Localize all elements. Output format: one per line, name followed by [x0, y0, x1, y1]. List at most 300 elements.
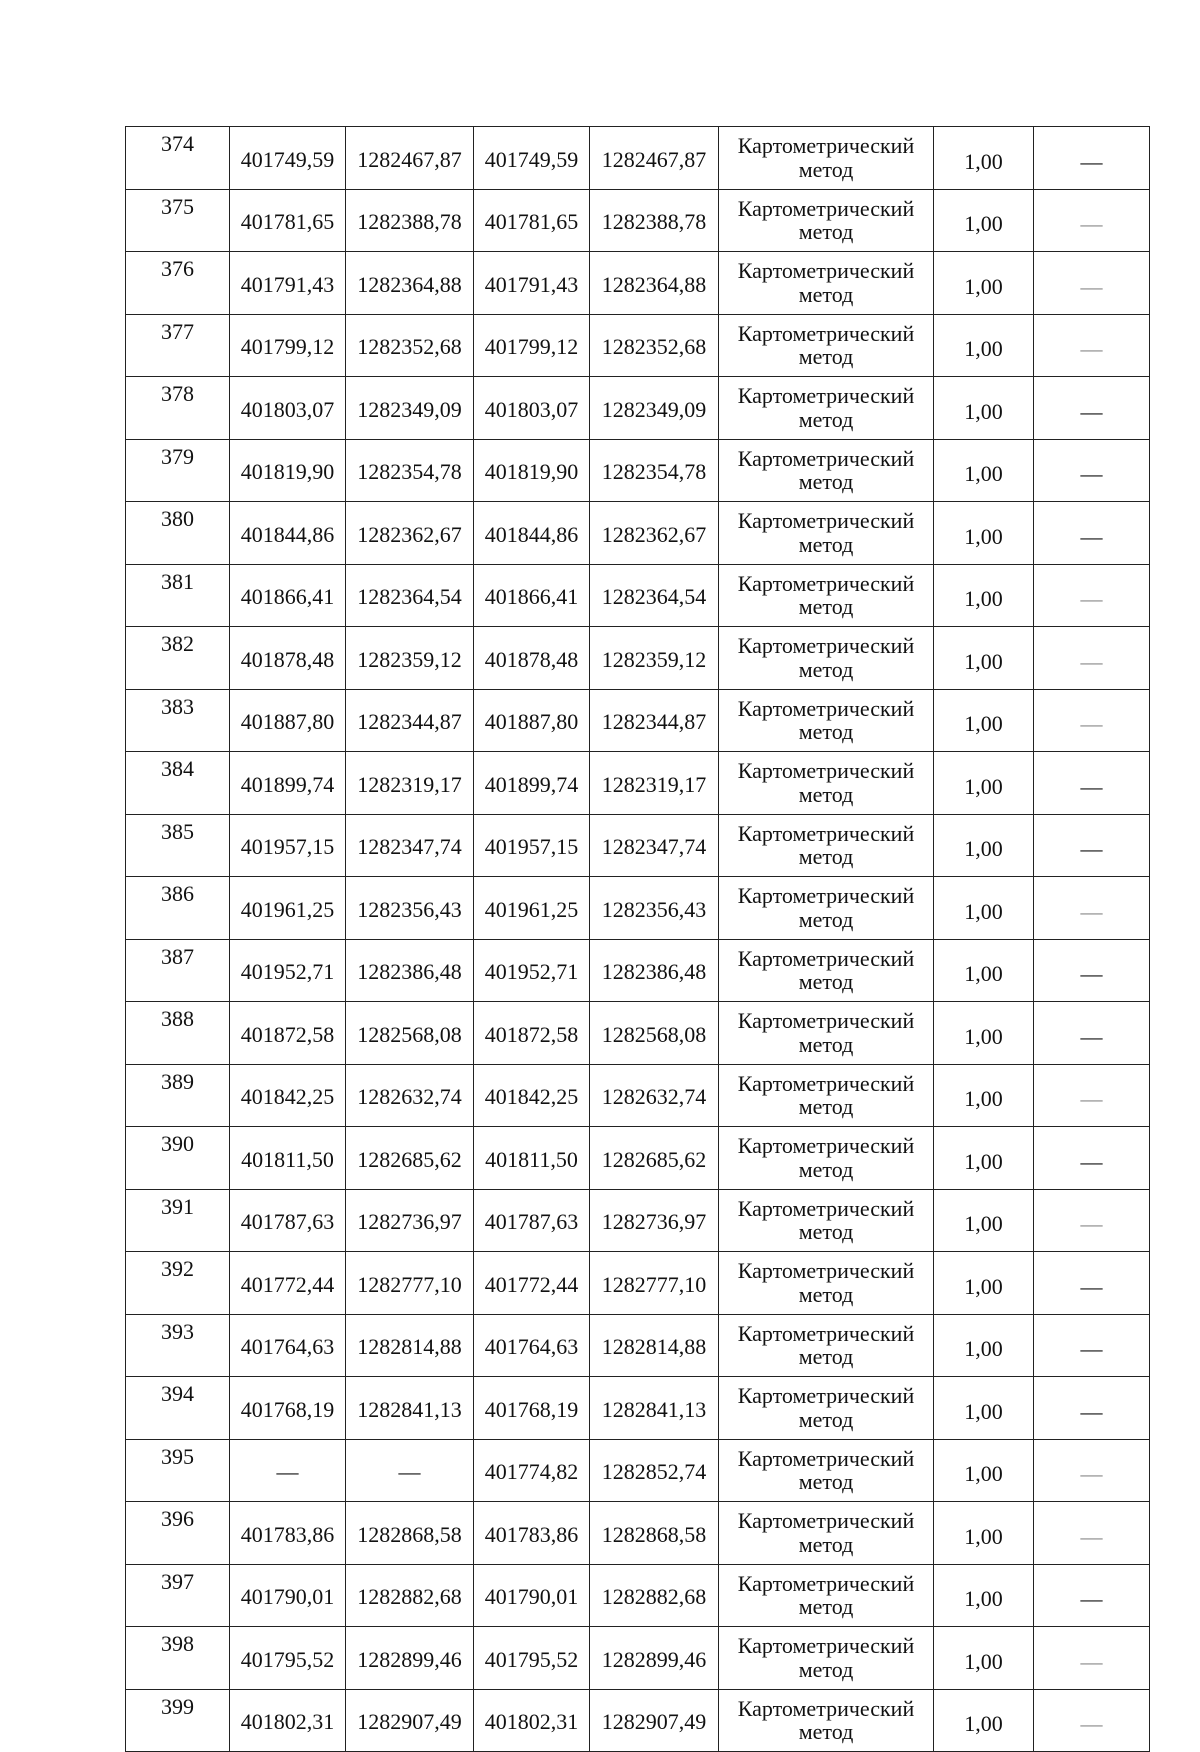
y-existing-text: 1282899,46: [357, 1646, 462, 1672]
method-cell: [719, 189, 934, 252]
y-new-cell: [590, 877, 719, 940]
x-existing-text: 401772,44: [240, 1271, 335, 1297]
method-line-1: Картометрический: [737, 1695, 915, 1721]
point-number-cell: [126, 939, 230, 1002]
method-line-1: Картометрический: [737, 320, 915, 346]
x-new-cell: [474, 1064, 590, 1127]
method-cell: [719, 252, 934, 315]
method-cell: [719, 1252, 934, 1315]
method-line-1: Картометрический: [737, 820, 915, 846]
note-cell: [1034, 1189, 1150, 1252]
x-new-cell: [474, 1314, 590, 1377]
method-line-1: Картометрический: [737, 945, 915, 971]
method-line-1: Картометрический: [737, 445, 915, 471]
x-existing-cell: [230, 564, 346, 627]
x-existing-text: 401961,25: [240, 896, 335, 922]
accuracy-text: 1,00: [964, 461, 1003, 487]
y-existing-text: 1282319,17: [357, 771, 462, 797]
method-cell: [719, 689, 934, 752]
method-line-2: метод: [798, 969, 854, 995]
method-line-1: Картометрический: [737, 883, 915, 908]
method-line-2: метод: [798, 1094, 854, 1120]
method-line-2: метод: [798, 406, 854, 432]
y-new-cell: [590, 1127, 719, 1190]
y-new-cell: [590, 127, 719, 190]
accuracy-cell: [934, 127, 1034, 190]
y-existing-text: 1282347,74: [357, 834, 462, 860]
y-new-text: 1282364,88: [601, 271, 707, 297]
x-existing-text: 401952,71: [240, 959, 335, 985]
note-cell: [1034, 1439, 1150, 1502]
note-text: —: [1080, 1211, 1103, 1237]
x-new-text: 401790,01: [484, 1584, 579, 1610]
y-new-text: 1282349,09: [601, 396, 707, 422]
accuracy-text: 1,00: [964, 523, 1003, 549]
x-existing-cell: [230, 877, 346, 940]
y-existing-text: 1282632,74: [357, 1084, 462, 1110]
point-number-text: 381: [161, 568, 194, 594]
point-number-text: 398: [161, 1631, 194, 1656]
x-existing-cell: [230, 314, 346, 377]
accuracy-cell: [934, 252, 1034, 315]
y-existing-cell: [346, 1314, 474, 1377]
x-new-cell: [474, 627, 590, 690]
accuracy-text: 1,00: [964, 1336, 1003, 1362]
x-new-cell: [474, 814, 590, 877]
y-new-cell: [590, 1502, 719, 1565]
method-cell: [719, 1627, 934, 1690]
table-row: [126, 1689, 1150, 1752]
accuracy-cell: [934, 1689, 1034, 1752]
x-new-text: 401791,43: [484, 271, 579, 297]
point-number-cell: [126, 1377, 230, 1440]
note-text: —: [1080, 836, 1103, 862]
table-row: [126, 1377, 1150, 1440]
point-number-text: 393: [161, 1318, 194, 1344]
y-existing-text: 1282736,97: [357, 1209, 462, 1235]
y-existing-text: 1282349,09: [357, 396, 462, 422]
method-cell: [719, 1064, 934, 1127]
accuracy-cell: [934, 877, 1034, 940]
y-new-text: 1282356,43: [601, 896, 707, 922]
note-cell: [1034, 1252, 1150, 1315]
accuracy-text: 1,00: [964, 1461, 1003, 1487]
y-existing-text: 1282364,54: [357, 584, 462, 610]
y-new-cell: [590, 1002, 719, 1065]
y-new-cell: [590, 252, 719, 315]
x-existing-cell: [230, 1564, 346, 1627]
y-new-text: 1282467,87: [601, 146, 707, 172]
method-line-1: Картометрический: [737, 1258, 915, 1283]
y-new-cell: [590, 564, 719, 627]
point-number-text: 396: [161, 1506, 194, 1531]
method-line-1: Картометрический: [737, 1070, 915, 1096]
table-row: [126, 1252, 1150, 1315]
y-new-text: 1282362,67: [601, 521, 707, 547]
y-existing-text: 1282568,08: [357, 1021, 462, 1047]
accuracy-cell: [934, 1314, 1034, 1377]
y-existing-text: 1282388,78: [357, 209, 462, 235]
y-new-text: 1282868,58: [601, 1521, 707, 1547]
accuracy-text: 1,00: [964, 1648, 1003, 1674]
y-new-cell: [590, 1064, 719, 1127]
accuracy-text: 1,00: [964, 398, 1003, 424]
point-number-cell: [126, 1252, 230, 1315]
method-line-1: Картометрический: [737, 1445, 915, 1471]
y-new-text: 1282347,74: [601, 834, 707, 860]
y-new-text: 1282632,74: [601, 1084, 707, 1110]
note-cell: [1034, 1377, 1150, 1440]
table-row: [126, 877, 1150, 940]
x-new-cell: [474, 689, 590, 752]
note-text: —: [1080, 1273, 1103, 1299]
x-new-cell: [474, 1502, 590, 1565]
method-cell: [719, 939, 934, 1002]
note-cell: [1034, 939, 1150, 1002]
y-existing-cell: [346, 752, 474, 815]
x-existing-cell: [230, 189, 346, 252]
method-line-2: метод: [798, 1469, 854, 1495]
x-new-cell: [474, 1564, 590, 1627]
x-existing-text: 401872,58: [240, 1021, 335, 1047]
note-text: —: [1080, 461, 1103, 487]
method-line-2: метод: [798, 344, 854, 370]
method-cell: [719, 564, 934, 627]
accuracy-cell: [934, 1627, 1034, 1690]
point-number-text: 395: [161, 1443, 194, 1469]
y-new-text: 1282344,87: [601, 709, 707, 735]
x-existing-cell: [230, 1439, 346, 1502]
point-number-text: 383: [161, 693, 194, 719]
x-existing-text: 401899,74: [240, 771, 335, 797]
x-existing-cell: [230, 1627, 346, 1690]
accuracy-cell: [934, 752, 1034, 815]
method-cell: [719, 1377, 934, 1440]
y-existing-cell: [346, 939, 474, 1002]
method-cell: [719, 877, 934, 940]
x-new-cell: [474, 939, 590, 1002]
y-existing-cell: [346, 814, 474, 877]
point-number-text: 374: [161, 131, 194, 156]
method-line-1: Картометрический: [737, 383, 915, 408]
x-existing-text: 401799,12: [240, 334, 335, 360]
x-existing-cell: [230, 252, 346, 315]
table-row: [126, 252, 1150, 315]
y-existing-cell: [346, 564, 474, 627]
note-text: —: [1080, 1461, 1103, 1487]
y-new-cell: [590, 627, 719, 690]
point-number-text: 390: [161, 1131, 194, 1156]
y-existing-cell: [346, 1002, 474, 1065]
accuracy-cell: [934, 1127, 1034, 1190]
point-number-cell: [126, 627, 230, 690]
x-new-text: 401781,65: [484, 209, 579, 235]
accuracy-cell: [934, 314, 1034, 377]
x-existing-text: 401795,52: [240, 1646, 335, 1672]
y-new-text: 1282899,46: [601, 1646, 707, 1672]
table-row: [126, 752, 1150, 815]
y-existing-text: 1282356,43: [357, 896, 462, 922]
x-new-cell: [474, 314, 590, 377]
point-number-text: 388: [161, 1006, 194, 1031]
x-existing-cell: [230, 502, 346, 565]
note-cell: [1034, 189, 1150, 252]
point-number-text: 394: [161, 1381, 194, 1406]
accuracy-text: 1,00: [964, 1398, 1003, 1424]
accuracy-cell: [934, 1502, 1034, 1565]
y-new-cell: [590, 814, 719, 877]
y-existing-text: 1282907,49: [357, 1709, 462, 1735]
note-text: —: [1080, 1336, 1103, 1362]
x-existing-cell: [230, 1314, 346, 1377]
y-new-text: 1282685,62: [601, 1146, 707, 1172]
x-existing-cell: [230, 1127, 346, 1190]
x-existing-text: 401781,65: [240, 209, 335, 235]
y-new-cell: [590, 689, 719, 752]
y-existing-cell: [346, 252, 474, 315]
accuracy-cell: [934, 627, 1034, 690]
method-line-2: метод: [798, 1406, 854, 1432]
y-existing-cell: [346, 1627, 474, 1690]
x-new-cell: [474, 1127, 590, 1190]
x-existing-text: 401842,25: [240, 1084, 335, 1110]
accuracy-text: 1,00: [964, 586, 1003, 612]
accuracy-cell: [934, 1564, 1034, 1627]
method-line-2: метод: [798, 1031, 854, 1057]
x-existing-text: 401803,07: [240, 396, 335, 422]
y-existing-cell: [346, 127, 474, 190]
y-new-text: 1282568,08: [601, 1021, 707, 1047]
accuracy-cell: [934, 377, 1034, 440]
accuracy-cell: [934, 1064, 1034, 1127]
accuracy-cell: [934, 564, 1034, 627]
x-new-cell: [474, 1627, 590, 1690]
x-new-text: 401795,52: [484, 1646, 579, 1672]
y-new-text: 1282352,68: [601, 334, 707, 360]
table-row: [126, 814, 1150, 877]
y-new-cell: [590, 1627, 719, 1690]
method-line-2: метод: [798, 906, 854, 932]
point-number-text: 389: [161, 1068, 194, 1094]
note-cell: [1034, 1064, 1150, 1127]
x-new-text: 401768,19: [484, 1396, 579, 1422]
y-existing-cell: [346, 314, 474, 377]
table-row: [126, 502, 1150, 565]
table-row: [126, 1564, 1150, 1627]
accuracy-text: 1,00: [964, 711, 1003, 737]
accuracy-text: 1,00: [964, 148, 1003, 174]
y-new-text: 1282907,49: [601, 1709, 707, 1735]
y-existing-cell: [346, 502, 474, 565]
accuracy-text: 1,00: [964, 1586, 1003, 1612]
method-cell: [719, 1314, 934, 1377]
method-cell: [719, 127, 934, 190]
method-line-2: метод: [798, 781, 854, 807]
y-new-text: 1282388,78: [601, 209, 707, 235]
point-number-cell: [126, 252, 230, 315]
x-existing-text: 401878,48: [240, 646, 335, 672]
method-line-2: метод: [798, 281, 854, 307]
y-new-cell: [590, 939, 719, 1002]
y-new-cell: [590, 1377, 719, 1440]
method-cell: [719, 1502, 934, 1565]
accuracy-cell: [934, 1439, 1034, 1502]
note-cell: [1034, 689, 1150, 752]
x-new-cell: [474, 502, 590, 565]
method-cell: [719, 752, 934, 815]
point-number-cell: [126, 127, 230, 190]
y-existing-text: 1282386,48: [357, 959, 462, 985]
method-line-1: Картометрический: [737, 1570, 915, 1596]
method-line-1: Картометрический: [737, 758, 915, 783]
x-new-cell: [474, 1002, 590, 1065]
note-text: —: [1080, 1523, 1103, 1549]
point-number-cell: [126, 502, 230, 565]
method-line-2: метод: [798, 1719, 854, 1745]
method-line-1: Картометрический: [737, 1633, 915, 1658]
y-existing-cell: [346, 1127, 474, 1190]
x-existing-text: 401887,80: [240, 709, 335, 735]
point-number-cell: [126, 1502, 230, 1565]
method-cell: [719, 439, 934, 502]
table-body: [126, 127, 1150, 1752]
y-new-cell: [590, 1314, 719, 1377]
point-number-text: 379: [161, 443, 194, 469]
note-cell: [1034, 627, 1150, 690]
y-existing-cell: [346, 1252, 474, 1315]
y-existing-cell: [346, 877, 474, 940]
method-line-2: метод: [798, 219, 854, 245]
note-cell: [1034, 439, 1150, 502]
point-number-text: 376: [161, 256, 194, 281]
y-new-cell: [590, 314, 719, 377]
y-existing-cell: [346, 439, 474, 502]
note-text: —: [1080, 711, 1103, 737]
x-existing-cell: [230, 1189, 346, 1252]
accuracy-text: 1,00: [964, 1273, 1003, 1299]
accuracy-cell: [934, 502, 1034, 565]
y-existing-text: 1282354,78: [357, 459, 462, 485]
method-line-2: метод: [798, 719, 854, 745]
table-row: [126, 314, 1150, 377]
y-existing-text: 1282777,10: [357, 1271, 462, 1297]
point-number-text: 397: [161, 1568, 194, 1594]
point-number-text: 391: [161, 1193, 194, 1219]
y-existing-text: 1282841,13: [357, 1396, 462, 1422]
x-new-cell: [474, 1252, 590, 1315]
y-new-text: 1282814,88: [601, 1334, 707, 1360]
method-cell: [719, 1564, 934, 1627]
accuracy-cell: [934, 689, 1034, 752]
x-new-cell: [474, 1439, 590, 1502]
table-row: [126, 689, 1150, 752]
method-line-1: Картометрический: [737, 570, 915, 596]
table-row: [126, 627, 1150, 690]
x-new-cell: [474, 127, 590, 190]
table-row: [126, 127, 1150, 190]
method-line-1: Картометрический: [737, 1320, 915, 1346]
x-new-text: 401957,15: [484, 834, 579, 860]
accuracy-text: 1,00: [964, 648, 1003, 674]
accuracy-text: 1,00: [964, 336, 1003, 362]
y-new-cell: [590, 1564, 719, 1627]
x-existing-text: 401749,59: [240, 146, 335, 172]
note-text: —: [1080, 148, 1103, 174]
method-cell: [719, 502, 934, 565]
method-cell: [719, 1002, 934, 1065]
x-new-text: 401764,63: [484, 1334, 579, 1360]
point-number-cell: [126, 877, 230, 940]
method-line-2: метод: [798, 1656, 854, 1682]
table-row: [126, 1189, 1150, 1252]
y-existing-text: 1282467,87: [357, 146, 462, 172]
point-number-cell: [126, 314, 230, 377]
point-number-cell: [126, 814, 230, 877]
table-row: [126, 1627, 1150, 1690]
accuracy-text: 1,00: [964, 961, 1003, 987]
note-text: —: [1080, 961, 1103, 987]
x-new-cell: [474, 752, 590, 815]
y-new-text: 1282364,54: [601, 584, 707, 610]
x-new-text: 401774,82: [484, 1459, 579, 1485]
method-line-1: Картометрический: [737, 133, 915, 158]
y-new-text: 1282319,17: [601, 771, 707, 797]
accuracy-text: 1,00: [964, 1023, 1003, 1049]
x-new-cell: [474, 1377, 590, 1440]
accuracy-text: 1,00: [964, 1523, 1003, 1549]
y-existing-cell: [346, 377, 474, 440]
note-cell: [1034, 1627, 1150, 1690]
method-line-2: метод: [798, 1344, 854, 1370]
point-number-text: 392: [161, 1256, 194, 1281]
method-line-2: метод: [798, 531, 854, 557]
y-existing-text: —: [398, 1459, 421, 1485]
table-row: [126, 189, 1150, 252]
point-number-cell: [126, 189, 230, 252]
x-new-cell: [474, 439, 590, 502]
y-existing-text: 1282814,88: [357, 1334, 462, 1360]
method-line-2: метод: [798, 656, 854, 682]
x-existing-cell: [230, 1064, 346, 1127]
note-text: —: [1080, 1148, 1103, 1174]
x-new-text: 401772,44: [484, 1271, 579, 1297]
table-row: [126, 377, 1150, 440]
y-new-cell: [590, 752, 719, 815]
note-text: —: [1080, 1023, 1103, 1049]
point-number-text: 385: [161, 818, 194, 844]
x-new-text: 401878,48: [484, 646, 579, 672]
method-cell: [719, 1127, 934, 1190]
note-text: —: [1080, 398, 1103, 424]
y-new-cell: [590, 1252, 719, 1315]
accuracy-text: 1,00: [964, 273, 1003, 299]
method-line-2: метод: [798, 844, 854, 870]
method-line-2: метод: [798, 1594, 854, 1620]
method-line-1: Картометрический: [737, 695, 915, 721]
x-new-text: 401842,25: [484, 1084, 579, 1110]
note-text: —: [1080, 336, 1103, 362]
table-row: [126, 1127, 1150, 1190]
accuracy-cell: [934, 814, 1034, 877]
y-existing-cell: [346, 689, 474, 752]
y-new-cell: [590, 439, 719, 502]
x-existing-cell: [230, 439, 346, 502]
accuracy-text: 1,00: [964, 773, 1003, 799]
accuracy-text: 1,00: [964, 898, 1003, 924]
x-new-text: 401803,07: [484, 396, 579, 422]
point-number-text: 377: [161, 318, 194, 344]
x-new-text: 401866,41: [484, 584, 579, 610]
